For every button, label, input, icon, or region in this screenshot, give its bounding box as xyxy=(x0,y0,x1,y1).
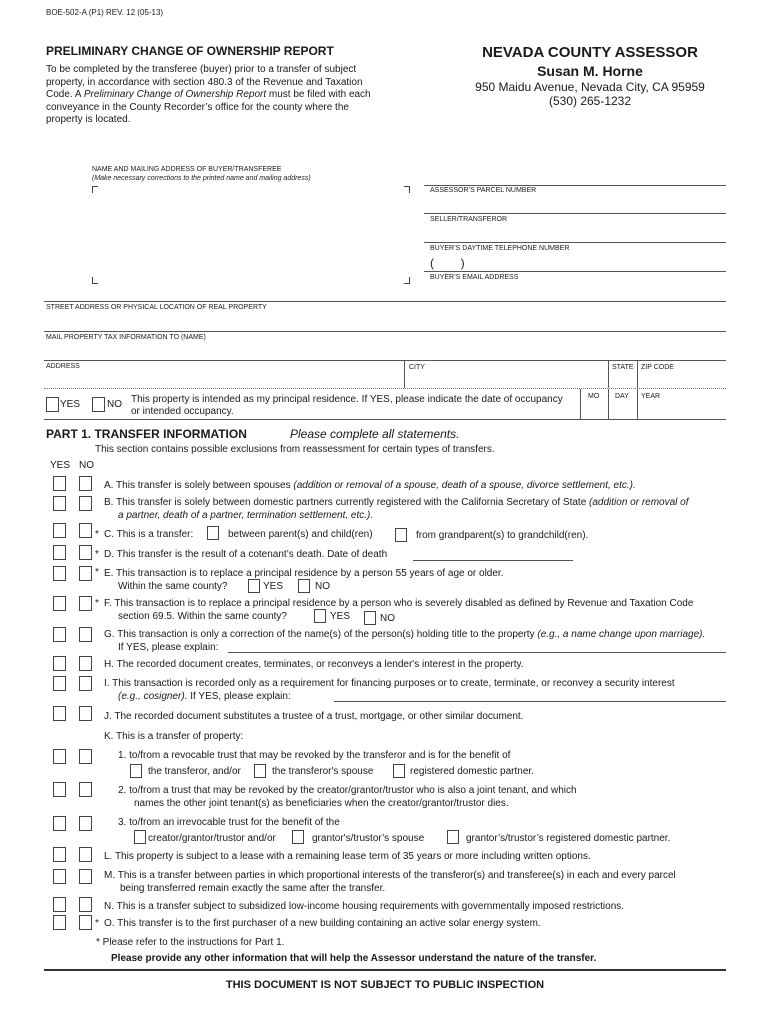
c-parent-child-checkbox[interactable] xyxy=(207,526,219,540)
statement-n: N. This is a transfer subject to subsidized low-income housing requirements with governmentally imposed restrictions. xyxy=(104,901,625,912)
parcel-line xyxy=(424,185,726,186)
no-column-header: NO xyxy=(79,460,94,471)
yes-column-header: YES xyxy=(50,460,71,471)
mailing-address-area[interactable] xyxy=(92,186,410,284)
e-same-county-no-label: NO xyxy=(315,581,330,592)
c-grandparent-checkbox[interactable] xyxy=(395,528,407,542)
corner-mark xyxy=(404,186,410,193)
e-same-county-no-checkbox[interactable] xyxy=(298,579,310,593)
divider xyxy=(608,389,609,419)
form-title: PRELIMINARY CHANGE OF OWNERSHIP REPORT xyxy=(46,44,334,58)
g-no-checkbox[interactable] xyxy=(79,627,92,642)
k1-transferor-checkbox[interactable] xyxy=(130,764,142,778)
k3-creator-label: creator/grantor/trustor and/or xyxy=(148,833,276,844)
l-yes-checkbox[interactable] xyxy=(53,847,66,862)
statement-l: L. This property is subject to a lease with a remaining lease term of 35 years or more including written options. xyxy=(104,851,591,862)
c-grandparent-label: from grandparent(s) to grandchild(ren). xyxy=(416,530,589,541)
corner-mark xyxy=(404,277,410,284)
f-same-county-yes-label: YES xyxy=(330,611,351,622)
statement-k2: 2. to/from a trust that may be revoked by the creator/grantor/trustor who is also a joint tenant, and which names the other joint tenant(s) as beneficiaries when the creator/grantor/trustor dies. xyxy=(118,785,577,809)
principal-no-checkbox[interactable] xyxy=(92,397,105,412)
mailing-label: NAME AND MAILING ADDRESS OF BUYER/TRANSFEREE xyxy=(92,166,282,173)
intro-text: To be completed by the transferee (buyer) prior to a transfer of subject property, in accordance with section 480.3 of the Revenue and Taxation Code. A Preliminary Change of Ownership Report must be filed with each conveyance in the County Recorder’s office for the county where the property is located. xyxy=(46,64,371,125)
k1-partner-label: registered domestic partner. xyxy=(410,766,534,777)
phone-field[interactable]: ( ) xyxy=(430,256,465,270)
state-field[interactable]: STATE xyxy=(612,364,634,371)
assessor-name: Susan M. Horne xyxy=(537,63,643,79)
principal-yes-checkbox[interactable] xyxy=(46,397,59,412)
divider xyxy=(608,360,609,388)
c-yes-checkbox[interactable] xyxy=(53,523,66,538)
k3-no-checkbox[interactable] xyxy=(79,816,92,831)
statement-c: C. This is a transfer: xyxy=(104,529,194,540)
k2-yes-checkbox[interactable] xyxy=(53,782,66,797)
assessor-address: 950 Maidu Avenue, Nevada City, CA 95959 xyxy=(475,80,705,94)
part1-footnote: * Please refer to the instructions for Part 1. xyxy=(96,937,285,948)
j-no-checkbox[interactable] xyxy=(79,706,92,721)
i-no-checkbox[interactable] xyxy=(79,676,92,691)
parcel-field[interactable]: ASSESSOR’S PARCEL NUMBER xyxy=(430,187,537,194)
k1-yes-checkbox[interactable] xyxy=(53,749,66,764)
k1-transferor-label: the transferor, and/or xyxy=(148,766,241,777)
part1-subtitle: Please complete all statements. xyxy=(290,427,460,441)
e-same-county-yes-label: YES xyxy=(263,581,284,592)
h-yes-checkbox[interactable] xyxy=(53,656,66,671)
c-no-checkbox[interactable] xyxy=(79,523,92,538)
k3-spouse-label: grantor's/trustor’s spouse xyxy=(312,833,425,844)
statement-f: F. This transaction is to replace a principal residence by a person who is severely disabled as defined by Revenue and Taxation Code section 69.5. Within the same county? xyxy=(104,598,694,622)
part1-description: This section contains possible exclusions from reassessment for certain types of transfers. xyxy=(95,444,495,455)
assessor-title: NEVADA COUNTY ASSESSOR xyxy=(482,44,698,61)
principal-no-label: NO xyxy=(107,399,122,410)
divider xyxy=(44,301,726,302)
f-same-county-yes-checkbox[interactable] xyxy=(314,609,326,623)
divider xyxy=(44,388,726,389)
f-same-county-no-label: NO xyxy=(380,613,395,624)
e-yes-checkbox[interactable] xyxy=(53,566,66,581)
street-address-field[interactable]: STREET ADDRESS OR PHYSICAL LOCATION OF REAL PROPERTY xyxy=(46,304,267,311)
k1-no-checkbox[interactable] xyxy=(79,749,92,764)
mailing-sublabel: (Make necessary corrections to the printed name and mailing address) xyxy=(92,175,311,182)
n-no-checkbox[interactable] xyxy=(79,897,92,912)
k3-spouse-checkbox[interactable] xyxy=(292,830,304,844)
o-no-checkbox[interactable] xyxy=(79,915,92,930)
divider xyxy=(580,389,581,419)
footnote-star: * xyxy=(95,598,99,609)
a-no-checkbox[interactable] xyxy=(79,476,92,491)
statement-k3: 3. to/from an irrevocable trust for the benefit of the xyxy=(118,817,340,828)
l-no-checkbox[interactable] xyxy=(79,847,92,862)
g-yes-checkbox[interactable] xyxy=(53,627,66,642)
footer-notice: THIS DOCUMENT IS NOT SUBJECT TO PUBLIC INSPECTION xyxy=(225,979,545,991)
occupancy-year-field[interactable]: YEAR xyxy=(641,393,661,400)
phone-field-label: BUYER’S DAYTIME TELEPHONE NUMBER xyxy=(430,245,570,252)
statement-k1: 1. to/from a revocable trust that may be revoked by the transferor and is for the benefit of xyxy=(118,750,511,761)
statement-d: D. This transfer is the result of a cotenant’s death. Date of death xyxy=(104,549,388,560)
email-field[interactable]: BUYER’S EMAIL ADDRESS xyxy=(430,274,519,281)
divider xyxy=(44,331,726,332)
email-line xyxy=(424,271,726,272)
i-yes-checkbox[interactable] xyxy=(53,676,66,691)
divider xyxy=(404,360,405,388)
corner-mark xyxy=(92,277,98,284)
occupancy-month-field[interactable]: MO xyxy=(588,393,600,400)
statement-m: M. This is a transfer between parties in which proportional interests of the transferor(s) and transferee(s) in each and every parcel being transferred remain exactly the same after the transfer. xyxy=(104,870,676,894)
k3-yes-checkbox[interactable] xyxy=(53,816,66,831)
divider xyxy=(44,419,726,420)
principal-yes-label: YES xyxy=(60,399,81,410)
m-yes-checkbox[interactable] xyxy=(53,869,66,884)
statement-g: G. This transaction is only a correction of the name(s) of the person(s) holding title to the property (e.g., a name change upon marriage). If YES, please explain: xyxy=(104,629,706,653)
divider xyxy=(44,360,726,361)
m-no-checkbox[interactable] xyxy=(79,869,92,884)
phone-line xyxy=(424,242,726,243)
statement-e: E. This transaction is to replace a principal residence by a person 55 years of age or older. Within the same county? xyxy=(104,568,504,592)
i-explain-field[interactable] xyxy=(334,701,726,702)
c-parent-child-label: between parent(s) and child(ren) xyxy=(228,529,373,540)
other-info-prompt: Please provide any other information that will help the Assessor understand the nature of the transfer. xyxy=(111,953,597,964)
seller-field[interactable]: SELLER/TRANSFEROR xyxy=(430,216,508,223)
assessor-phone: (530) 265-1232 xyxy=(548,94,632,108)
corner-mark xyxy=(92,186,98,193)
f-no-checkbox[interactable] xyxy=(79,596,92,611)
statement-k: K. This is a transfer of property: xyxy=(104,731,244,742)
f-yes-checkbox[interactable] xyxy=(53,596,66,611)
divider xyxy=(44,969,726,971)
e-same-county-yes-checkbox[interactable] xyxy=(248,579,260,593)
k1-partner-checkbox[interactable] xyxy=(393,764,405,778)
footnote-star: * xyxy=(95,549,99,560)
k3-partner-label: grantor’s/trustor’s registered domestic partner. xyxy=(466,833,671,844)
city-field[interactable]: CITY xyxy=(409,364,425,371)
o-yes-checkbox[interactable] xyxy=(53,915,66,930)
k2-no-checkbox[interactable] xyxy=(79,782,92,797)
occupancy-day-field[interactable]: DAY xyxy=(615,393,629,400)
zip-field[interactable]: ZIP CODE xyxy=(641,364,674,371)
b-yes-checkbox[interactable] xyxy=(53,496,66,511)
statement-i: I. This transaction is recorded only as a requirement for financing purposes or to create, terminate, or reconvey a security interest (e.g., cosigner). If YES, please explain: xyxy=(104,678,675,702)
d-yes-checkbox[interactable] xyxy=(53,545,66,560)
form-id: BOE-502-A (P1) REV. 12 (05-13) xyxy=(46,8,164,17)
divider xyxy=(637,389,638,419)
f-same-county-no-checkbox[interactable] xyxy=(364,611,376,625)
k3-creator-checkbox[interactable] xyxy=(134,830,146,844)
seller-line xyxy=(424,213,726,214)
footnote-star: * xyxy=(95,529,99,540)
statement-j: J. The recorded document substitutes a trustee of a trust, mortgage, or other similar document. xyxy=(104,711,524,722)
divider xyxy=(637,360,638,388)
d-no-checkbox[interactable] xyxy=(79,545,92,560)
date-of-death-field[interactable] xyxy=(413,560,573,561)
footnote-star: * xyxy=(95,567,99,578)
k3-partner-checkbox[interactable] xyxy=(447,830,459,844)
part1-title: PART 1. TRANSFER INFORMATION xyxy=(46,427,247,441)
b-no-checkbox[interactable] xyxy=(79,496,92,511)
g-explain-field[interactable] xyxy=(228,652,726,653)
k1-spouse-checkbox[interactable] xyxy=(254,764,266,778)
statement-o: O. This transfer is to the first purchaser of a new building containing an active solar energy system. xyxy=(104,918,541,929)
principal-residence-text: This property is intended as my principal residence. If YES, please indicate the date of occupancy or intended occupancy. xyxy=(131,394,563,417)
statement-a: A. This transfer is solely between spouses (addition or removal of a spouse, death of a spouse, divorce settlement, etc.). xyxy=(104,480,636,491)
j-yes-checkbox[interactable] xyxy=(53,706,66,721)
e-no-checkbox[interactable] xyxy=(79,566,92,581)
k1-spouse-label: the transferor's spouse xyxy=(272,766,374,777)
footnote-star: * xyxy=(95,918,99,929)
mail-tax-field[interactable]: MAIL PROPERTY TAX INFORMATION TO (NAME) xyxy=(46,334,206,341)
n-yes-checkbox[interactable] xyxy=(53,897,66,912)
a-yes-checkbox[interactable] xyxy=(53,476,66,491)
statement-b: B. This transfer is solely between domestic partners currently registered with the California Secretary of State (addition or removal of a partner, death of a partner, termination settlement, etc.). xyxy=(104,497,689,521)
h-no-checkbox[interactable] xyxy=(79,656,92,671)
address-field[interactable]: ADDRESS xyxy=(46,363,80,370)
statement-h: H. The recorded document creates, terminates, or reconveys a lender's interest in the property. xyxy=(104,659,524,670)
